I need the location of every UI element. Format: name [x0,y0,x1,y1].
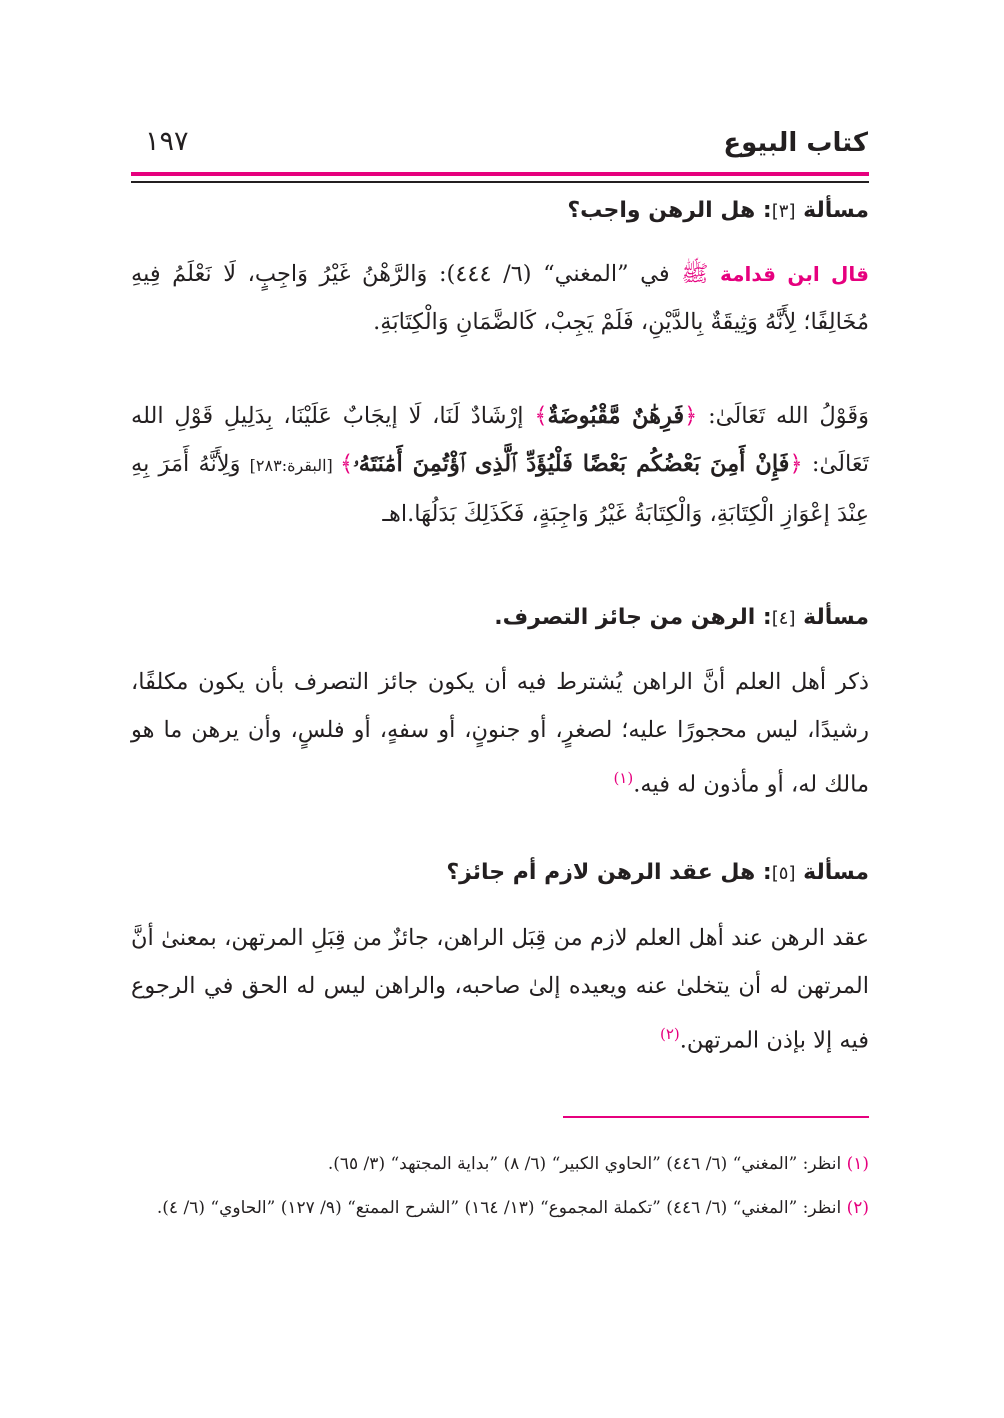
page-number: ١٩٧ [145,126,189,157]
heading-label: مسألة [795,860,869,885]
author-name: قال ابن قدامة [719,262,870,286]
paragraph-text: إرْشَادٌ لَنَا، لَا إيجَابٌ عَلَيْنَا، بِدَلِيلِ قَوْلِ الله تَعَالَىٰ: [131,403,869,477]
paragraph-text: وَقَوْلُ الله تَعَالَىٰ: [697,403,869,429]
footnote-text: انظر: ”المغني“ (٦/ ٤٤٦) ”الحاوي الكبير“ (٦/ ٨) ”بداية المجتهد“ (٣/ ٦٥). [327,1154,847,1174]
header-rule-magenta [131,172,869,176]
quran-verse: فَإِنْ أَمِنَ بَعْضُكُم بَعْضًا فَلْيُؤَدِّ ٱلَّذِى ٱؤْتُمِنَ أَمَٰنَتَهُۥ [353,451,790,477]
paragraph-text: ذكر أهل العلم أنَّ الراهن يُشترط فيه أن يكون جائز التصرف بأن يكون مكلفًا، رشيدًا، ليس محجورًا عليه؛ لصغرٍ، أو جنونٍ، أو سفهٍ، أو فلسٍ، وأن يرهن ما هو مالك له، أو مأذون له فيه. [131,669,869,798]
paragraph-ibn-qudama [131,250,869,346]
footnote-number: (١) [846,1154,869,1174]
footnote-separator [563,1116,869,1118]
heading-title: : الرهن من جائز التصرف. [494,605,772,630]
quran-bracket-open: ﴿ [684,403,698,429]
paragraph-contract [131,914,869,1065]
verse-reference: [البقرة:٢٨٣] [249,456,340,475]
paragraph-text: وَلِأَنَّهُ أَمَرَ بِهِ عِنْدَ إعْوَازِ الْكِتَابَةِ، وَالْكِتَابَةُ غَيْرُ وَاجِبَةٍ، فَكَذَلِكَ بَدَلُهَا.اهـ [131,451,869,527]
quran-bracket-open: ﴿ [789,451,803,477]
running-header-title: كتاب البيوع [723,128,868,158]
paragraph-text: عقد الرهن عند أهل العلم لازم من قِبَل الراهن، جائزٌ من قِبَلِ المرتهن، بمعنىٰ أنَّ المرتهن له أن يتخلىٰ عنه ويعيده إلىٰ صاحبه، والراهن ليس له الحق في الرجوع فيه إلا بإذن المرتهن. [131,925,869,1054]
heading-title: : هل عقد الرهن لازم أم جائز؟ [446,860,772,885]
footnote-marker[interactable]: (٢) [659,1025,680,1043]
footnote-2 [131,1194,869,1222]
section-heading-3 [131,196,869,227]
header-rule-black [131,181,869,183]
heading-title: : هل الرهن واجب؟ [567,198,772,223]
quran-verse: فَرِهَٰنٌ مَّقْبُوضَةٌ [547,403,685,429]
heading-label: مسألة [795,198,869,223]
heading-number: [٤] [771,608,796,629]
footnote-marker[interactable]: (١) [613,769,634,787]
honorific-glyph: ﷺ [681,261,720,287]
footnote-number: (٢) [846,1198,869,1218]
heading-number: [٥] [771,863,796,884]
paragraph-quran-evidence [131,392,869,538]
footnote-1 [131,1150,869,1178]
paragraph-text: في ”المغني“ (٦/ ٤٤٤): وَالرَّهْنُ غَيْرُ وَاجِبٍ، لَا نَعْلَمُ فِيهِ مُخَالِفًا؛ لِأَنَّهُ وَثِيقَةٌ بِالدَّيْنِ، فَلَمْ يَجِبْ، كَالضَّمَانِ وَالْكِتَابَةِ. [131,261,869,335]
heading-label: مسألة [795,605,869,630]
footnote-text: انظر: ”المغني“ (٦/ ٤٤٦) ”تكملة المجموع“ (١٣/ ١٦٤) ”الشرح الممتع“ (٩/ ١٢٧) ”الحاوي“ (٦/ ٤). [156,1198,847,1218]
quran-bracket-close: ﴾ [534,403,548,429]
heading-number: [٣] [771,201,796,222]
quran-bracket-close: ﴾ [339,451,354,477]
section-heading-5 [131,858,869,889]
paragraph-conditions [131,658,869,809]
section-heading-4 [131,603,869,634]
